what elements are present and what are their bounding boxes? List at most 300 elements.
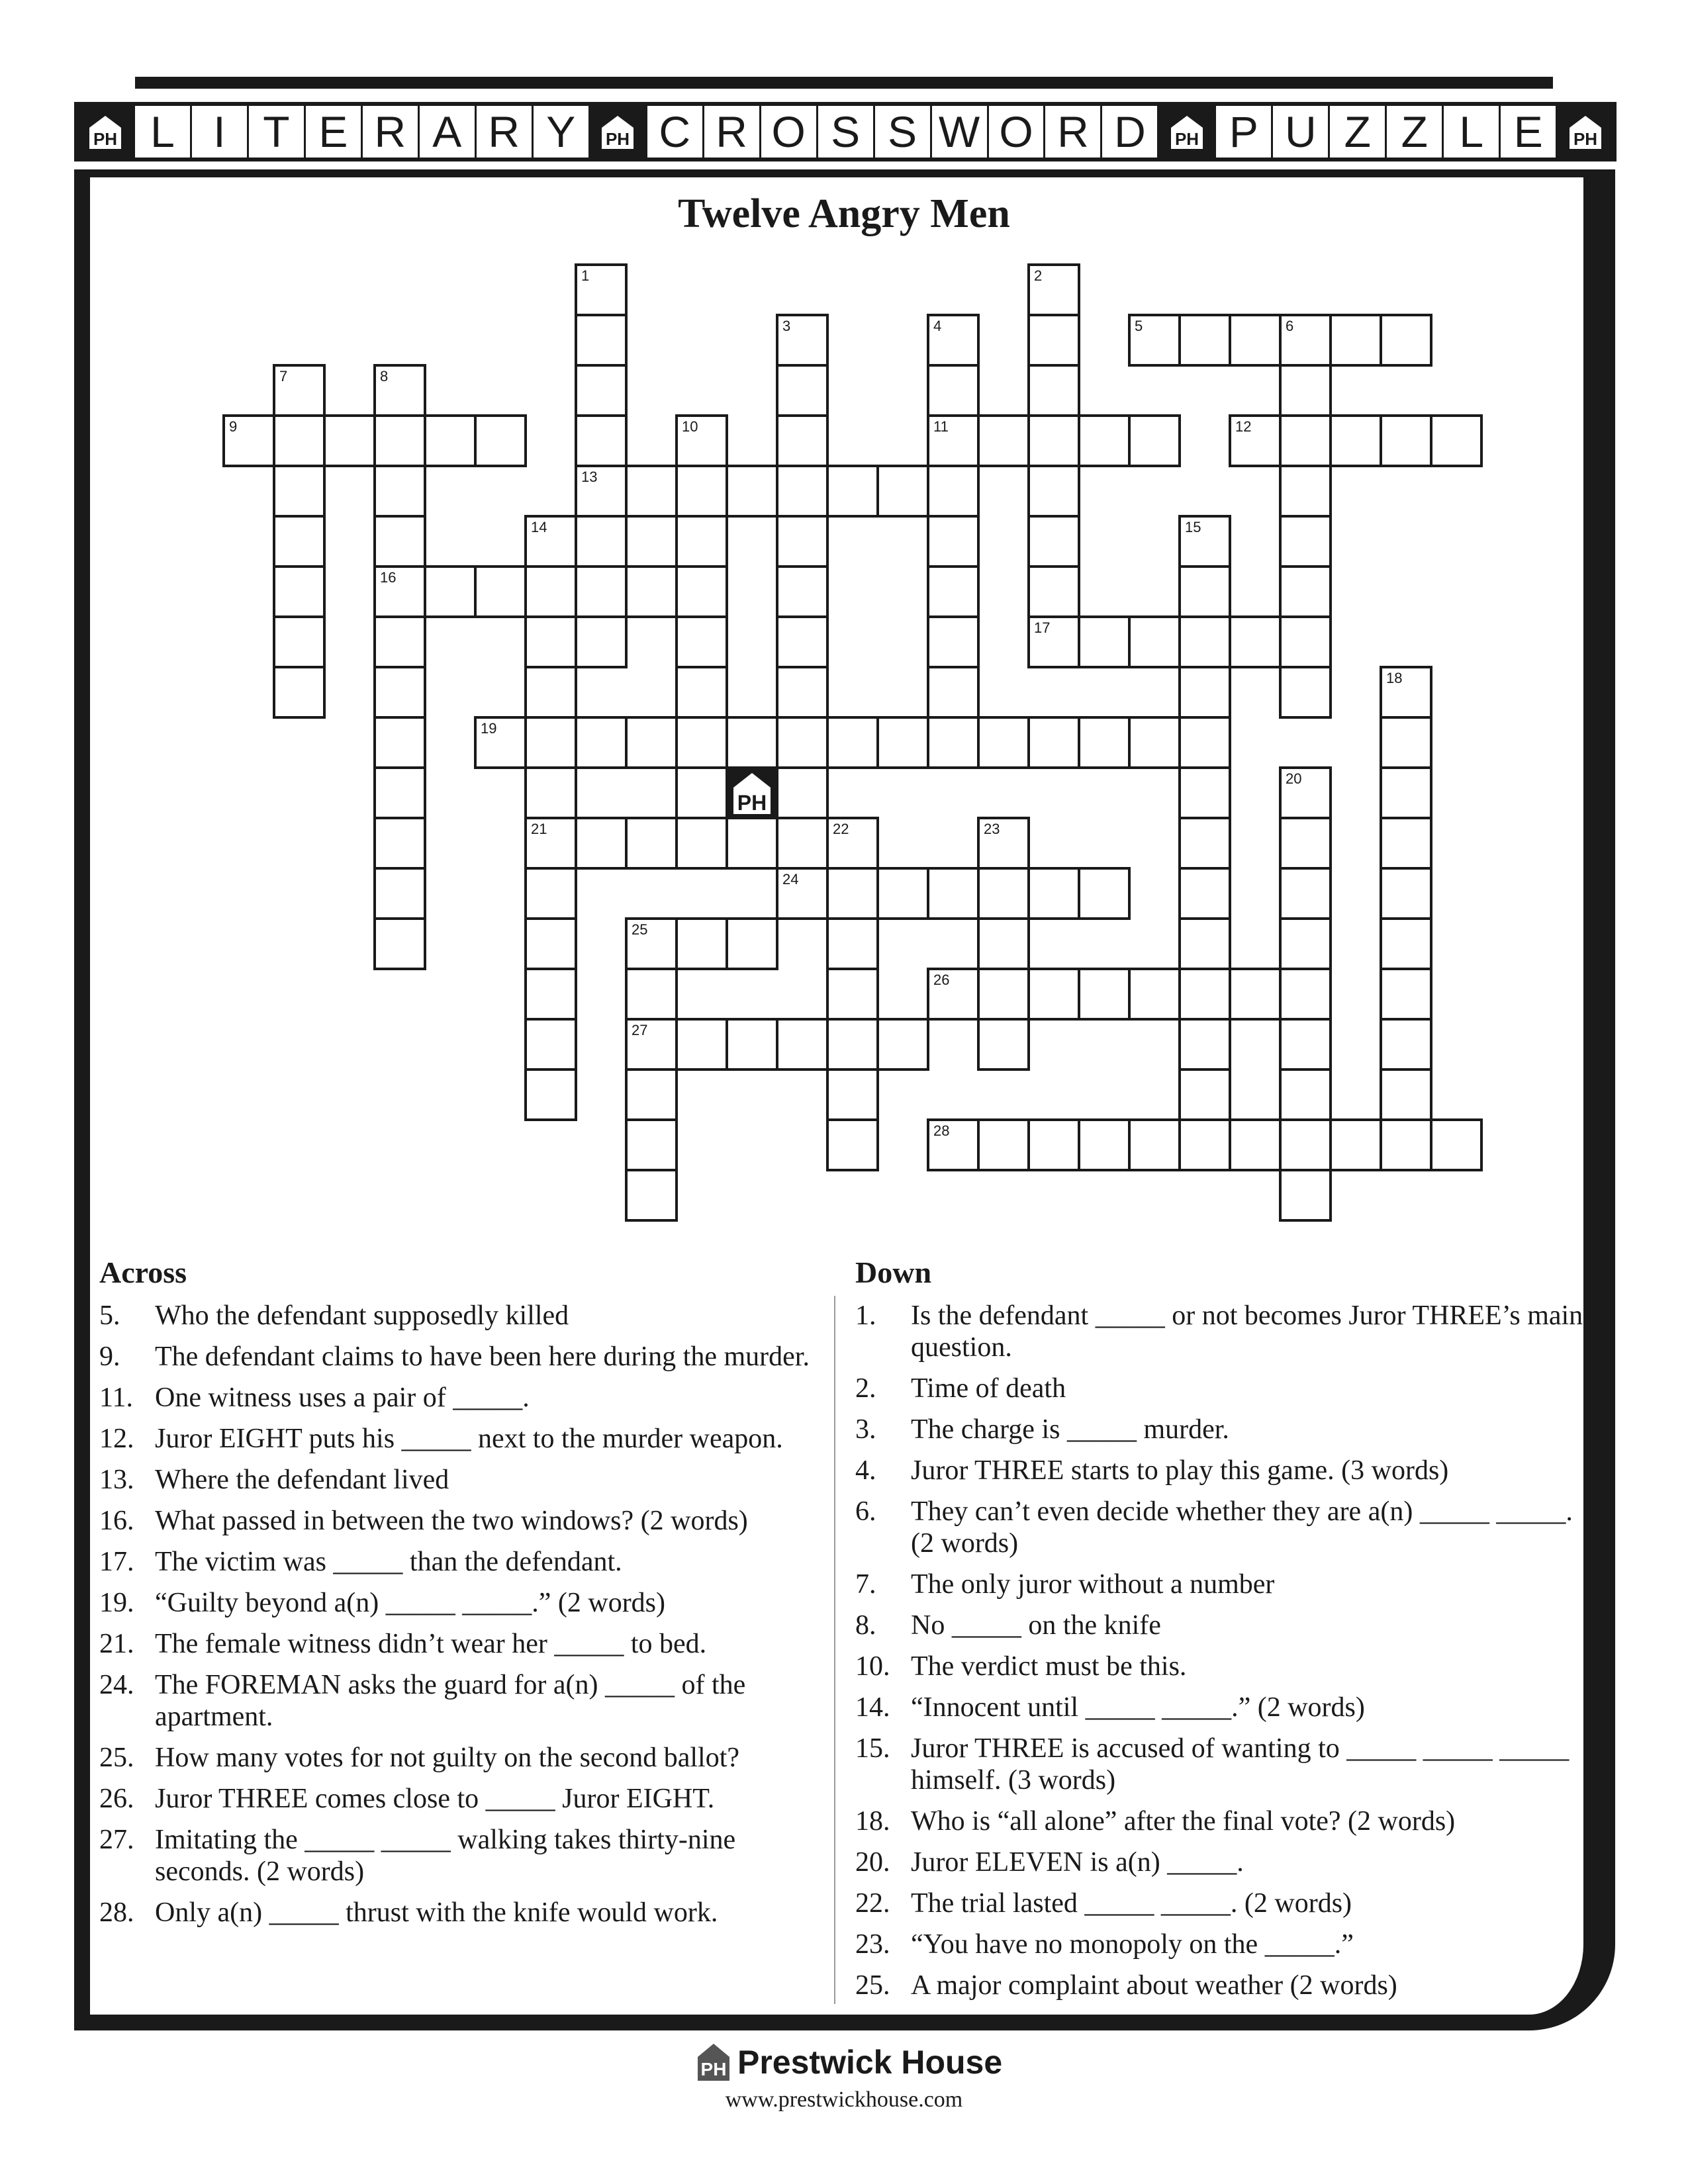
grid-cell[interactable] — [1280, 466, 1331, 516]
grid-cell[interactable] — [727, 466, 777, 516]
clue-text: “You have no monopoly on the _____.” — [911, 1929, 1354, 1960]
clue-text: The only juror without a number — [911, 1569, 1275, 1600]
grid-cell[interactable] — [526, 969, 576, 1019]
banner-letter: L — [133, 106, 190, 158]
grid-cell[interactable] — [576, 365, 626, 416]
clue-text: Who is “all alone” after the final vote? (2 words) — [911, 1806, 1456, 1837]
grid-cell[interactable] — [1381, 1019, 1431, 1069]
grid-cell[interactable] — [1180, 1069, 1230, 1120]
grid-cell[interactable] — [1029, 315, 1079, 365]
grid-cell[interactable] — [1029, 567, 1079, 617]
banner-letter: Y — [532, 106, 588, 158]
grid-cell[interactable] — [1029, 516, 1079, 567]
grid-cell[interactable] — [526, 667, 576, 717]
grid-cell[interactable] — [274, 516, 324, 567]
grid-cell[interactable] — [475, 416, 526, 466]
clue-number: 28. — [99, 1897, 134, 1928]
clue-text: Juror THREE starts to play this game. (3 words) — [911, 1455, 1449, 1486]
grid-cell[interactable] — [1331, 315, 1381, 365]
grid-cell[interactable] — [1180, 1120, 1230, 1170]
clue-number: 5. — [99, 1300, 120, 1331]
clue-number: 27. — [99, 1825, 134, 1855]
clue-text: The victim was _____ than the defendant. — [155, 1547, 622, 1577]
grid-cell[interactable] — [1180, 818, 1230, 868]
cell-number: 24 — [782, 871, 799, 887]
puzzle-title: Twelve Angry Men — [678, 191, 1010, 236]
grid-cell[interactable] — [1129, 1120, 1180, 1170]
down-clue — [855, 1970, 1583, 2001]
across-clue — [99, 1742, 814, 1774]
grid-cell[interactable] — [425, 416, 475, 466]
grid-cell[interactable] — [978, 969, 1029, 1019]
clue-text: No _____ on the knife — [911, 1610, 1161, 1641]
grid-cell[interactable] — [1180, 617, 1230, 667]
footer-brand: Prestwick House — [737, 2044, 1003, 2081]
cell-number: 7 — [279, 368, 288, 385]
grid-cell[interactable] — [928, 667, 978, 717]
banner-letter: U — [1271, 106, 1328, 158]
grid-cell[interactable] — [777, 416, 827, 466]
grid-cell[interactable] — [626, 567, 677, 617]
clue-number: 19. — [99, 1588, 134, 1618]
clue-text: Is the defendant _____ or not becomes Juror THREE’s main question. — [911, 1300, 1583, 1363]
clue-text: The verdict must be this. — [911, 1651, 1187, 1682]
grid-cell[interactable] — [677, 466, 727, 516]
banner-letter: A — [418, 106, 475, 158]
grid-cell[interactable] — [878, 1019, 928, 1069]
grid-cell[interactable] — [526, 1069, 576, 1120]
grid-cell[interactable] — [827, 1120, 878, 1170]
grid-cell[interactable] — [677, 1019, 727, 1069]
grid-cell[interactable] — [928, 717, 978, 768]
cell-number: 13 — [581, 469, 598, 485]
clue-text: Juror THREE is accused of wanting to _____ _____ _____ himself. (3 words) — [911, 1733, 1570, 1796]
grid-cell[interactable] — [526, 567, 576, 617]
grid-cell[interactable] — [1079, 617, 1129, 667]
grid-cell[interactable] — [1230, 315, 1280, 365]
grid-cell[interactable] — [727, 717, 777, 768]
down-clue — [855, 1300, 1583, 1363]
banner-letter: O — [759, 106, 816, 158]
clue-number: 23. — [855, 1929, 890, 1960]
grid-cell[interactable] — [576, 617, 626, 667]
grid-cell[interactable] — [526, 868, 576, 919]
grid-cell[interactable] — [1029, 416, 1079, 466]
down-clue — [855, 1496, 1583, 1559]
grid-cell[interactable] — [928, 567, 978, 617]
grid-cell[interactable] — [827, 868, 878, 919]
down-clue — [855, 1805, 1583, 1837]
cell-number: 12 — [1235, 418, 1252, 435]
grid-cell[interactable] — [727, 818, 777, 868]
grid-cell[interactable] — [1280, 919, 1331, 969]
grid-cell[interactable] — [1381, 717, 1431, 768]
cell-number: 20 — [1286, 770, 1302, 787]
cell-number: 2 — [1034, 267, 1043, 284]
across-clue — [99, 1423, 814, 1455]
cell-number: 17 — [1034, 619, 1051, 636]
grid-cell[interactable] — [526, 919, 576, 969]
down-clue — [855, 1733, 1583, 1796]
grid-cell[interactable] — [1129, 717, 1180, 768]
clue-number: 14. — [855, 1692, 890, 1723]
cell-number: 11 — [933, 418, 949, 435]
banner-letter: S — [816, 106, 873, 158]
grid-cell[interactable] — [827, 1019, 878, 1069]
cell-number: 14 — [531, 519, 547, 535]
clue-text: Only a(n) _____ thrust with the knife would work. — [155, 1897, 718, 1928]
grid-cell[interactable] — [1029, 717, 1079, 768]
grid-cell[interactable] — [1280, 969, 1331, 1019]
clue-number: 9. — [99, 1342, 120, 1372]
clue-number: 13. — [99, 1465, 134, 1495]
grid-cell[interactable] — [1280, 416, 1331, 466]
grid-cell[interactable] — [1029, 466, 1079, 516]
across-clue — [99, 1505, 814, 1537]
cell-number: 16 — [380, 569, 397, 586]
clue-number: 25. — [99, 1743, 134, 1773]
cell-number: 5 — [1135, 318, 1143, 334]
grid-cell[interactable] — [1129, 617, 1180, 667]
banner-letter: D — [1100, 106, 1157, 158]
grid-cell[interactable] — [1381, 868, 1431, 919]
grid-cell[interactable] — [274, 416, 324, 466]
cell-number: 1 — [581, 267, 590, 284]
grid-cell[interactable] — [1180, 717, 1230, 768]
grid-cell[interactable] — [827, 717, 878, 768]
clue-text: One witness uses a pair of _____. — [155, 1383, 530, 1413]
grid-cell[interactable] — [576, 416, 626, 466]
grid-cell[interactable] — [928, 868, 978, 919]
clue-text: Juror ELEVEN is a(n) _____. — [911, 1847, 1244, 1878]
grid-cell[interactable] — [1180, 1019, 1230, 1069]
cell-number: 8 — [380, 368, 389, 385]
grid-cell[interactable] — [827, 919, 878, 969]
clue-number: 11. — [99, 1383, 133, 1413]
grid-cell[interactable] — [375, 516, 425, 567]
grid-cell[interactable] — [1029, 868, 1079, 919]
across-clue — [99, 1341, 814, 1373]
grid-cell[interactable] — [375, 868, 425, 919]
cell-number: 6 — [1286, 318, 1294, 334]
cell-number: 18 — [1386, 670, 1403, 686]
grid-cell[interactable] — [375, 768, 425, 818]
clue-number: 18. — [855, 1806, 890, 1837]
clue-number: 15. — [855, 1733, 890, 1764]
svg-text:PH: PH — [700, 2059, 727, 2079]
grid-cell[interactable] — [1381, 969, 1431, 1019]
grid-cell[interactable] — [526, 1019, 576, 1069]
down-heading: Down — [855, 1255, 932, 1289]
cell-number: 9 — [229, 418, 238, 435]
footer-url[interactable]: www.prestwickhouse.com — [725, 2087, 963, 2112]
across-clue-list — [99, 1300, 814, 1938]
across-clue — [99, 1300, 814, 1332]
clue-text: What passed in between the two windows? (2 words) — [155, 1506, 748, 1536]
clue-text: Juror THREE comes close to _____ Juror EIGHT. — [155, 1784, 715, 1814]
grid-cell[interactable] — [626, 1120, 677, 1170]
grid-cell[interactable] — [576, 315, 626, 365]
grid-cell[interactable] — [1381, 768, 1431, 818]
grid-cell[interactable] — [978, 1120, 1029, 1170]
clue-number: 16. — [99, 1506, 134, 1536]
clue-number: 7. — [855, 1569, 876, 1600]
grid-cell[interactable] — [1381, 416, 1431, 466]
grid-cell[interactable] — [375, 667, 425, 717]
cell-number: 3 — [782, 318, 791, 334]
grid-cell[interactable] — [1381, 919, 1431, 969]
clue-text: A major complaint about weather (2 words) — [911, 1970, 1397, 2001]
down-clue — [855, 1888, 1583, 1919]
grid-cell[interactable] — [777, 768, 827, 818]
grid-cell[interactable] — [777, 466, 827, 516]
down-clue — [855, 1929, 1583, 1960]
grid-cell[interactable] — [827, 466, 878, 516]
grid-cell[interactable] — [626, 1069, 677, 1120]
grid-cell[interactable] — [1280, 868, 1331, 919]
grid-cell[interactable] — [375, 717, 425, 768]
grid-cell[interactable] — [425, 567, 475, 617]
down-clue — [855, 1846, 1583, 1878]
clue-text: How many votes for not guilty on the second ballot? — [155, 1743, 740, 1773]
grid-cell[interactable] — [1331, 416, 1381, 466]
grid-cell[interactable] — [1230, 969, 1280, 1019]
grid-cell[interactable] — [1180, 868, 1230, 919]
grid-cell[interactable] — [777, 516, 827, 567]
cell-number: 10 — [682, 418, 698, 435]
svg-text:PH: PH — [93, 129, 118, 149]
grid-cell[interactable] — [526, 768, 576, 818]
grid-cell[interactable] — [777, 818, 827, 868]
clue-number: 25. — [855, 1970, 890, 2001]
grid-cell[interactable] — [1029, 1120, 1079, 1170]
grid-cell[interactable] — [626, 818, 677, 868]
grid-cell[interactable] — [375, 466, 425, 516]
clue-number: 1. — [855, 1300, 876, 1331]
grid-cell[interactable] — [274, 667, 324, 717]
grid-cell[interactable] — [978, 919, 1029, 969]
grid-cell[interactable] — [1079, 969, 1129, 1019]
grid-cell[interactable] — [1180, 667, 1230, 717]
svg-text:PH: PH — [606, 129, 630, 149]
grid-cell[interactable] — [1280, 1120, 1331, 1170]
grid-cell[interactable] — [827, 969, 878, 1019]
svg-text:PH: PH — [1573, 129, 1597, 149]
grid-cell[interactable] — [1431, 1120, 1481, 1170]
grid-cell[interactable] — [375, 416, 425, 466]
grid-cell[interactable] — [1180, 315, 1230, 365]
grid-cell[interactable] — [626, 969, 677, 1019]
grid-cell[interactable] — [375, 617, 425, 667]
grid-cell[interactable] — [526, 717, 576, 768]
grid-cell[interactable] — [727, 919, 777, 969]
grid-cell[interactable] — [1280, 667, 1331, 717]
grid-cell[interactable] — [1280, 617, 1331, 667]
banner-letter: S — [873, 106, 930, 158]
grid-cell[interactable] — [576, 818, 626, 868]
banner-letter: R — [1043, 106, 1100, 158]
house-logo-icon — [695, 2042, 732, 2082]
grid-cell[interactable] — [677, 768, 727, 818]
clue-text: Juror EIGHT puts his _____ next to the murder weapon. — [155, 1424, 783, 1454]
down-clue — [855, 1651, 1583, 1682]
grid-cell[interactable] — [375, 818, 425, 868]
across-clue — [99, 1783, 814, 1815]
banner-letter: W — [930, 106, 987, 158]
grid-cell[interactable] — [626, 717, 677, 768]
clue-number: 17. — [99, 1547, 134, 1577]
grid-cell[interactable] — [1280, 1019, 1331, 1069]
across-clue — [99, 1464, 814, 1496]
across-clue — [99, 1382, 814, 1414]
cell-number: 23 — [984, 821, 1000, 837]
grid-cell[interactable] — [1280, 365, 1331, 416]
grid-cell[interactable] — [1029, 365, 1079, 416]
grid-cell[interactable] — [1230, 1120, 1280, 1170]
grid-cell[interactable] — [1280, 1170, 1331, 1220]
clue-text: “Guilty beyond a(n) _____ _____.” (2 words) — [155, 1588, 666, 1618]
down-clue-list — [855, 1300, 1583, 2011]
grid-cell[interactable] — [1129, 969, 1180, 1019]
grid-cell[interactable] — [777, 717, 827, 768]
clue-number: 22. — [855, 1888, 890, 1919]
grid-cell[interactable] — [1230, 617, 1280, 667]
banner-letter: L — [1442, 106, 1499, 158]
grid-cell[interactable] — [978, 717, 1029, 768]
banner-letter: Z — [1328, 106, 1385, 158]
grid-cell[interactable] — [626, 1170, 677, 1220]
grid-cell[interactable] — [677, 516, 727, 567]
grid-logo-icon — [727, 768, 777, 818]
grid-cell[interactable] — [1381, 1120, 1431, 1170]
grid-cell[interactable] — [978, 868, 1029, 919]
clue-text: The defendant claims to have been here during the murder. — [155, 1342, 810, 1372]
grid-cell[interactable] — [274, 466, 324, 516]
clue-text: The FOREMAN asks the guard for a(n) _____ of the apartment. — [155, 1670, 746, 1732]
grid-cell[interactable] — [878, 868, 928, 919]
grid-cell[interactable] — [274, 617, 324, 667]
clue-number: 10. — [855, 1651, 890, 1682]
grid-cell[interactable] — [677, 667, 727, 717]
grid-cell[interactable] — [928, 466, 978, 516]
cell-number: 28 — [933, 1122, 950, 1139]
clue-number: 8. — [855, 1610, 876, 1641]
grid-cell[interactable] — [928, 617, 978, 667]
clue-number: 6. — [855, 1496, 876, 1527]
grid-cell[interactable] — [526, 617, 576, 667]
grid-cell[interactable] — [677, 818, 727, 868]
grid-cell[interactable] — [375, 919, 425, 969]
grid-cell[interactable] — [1180, 567, 1230, 617]
clue-text: “Innocent until _____ _____.” (2 words) — [911, 1692, 1365, 1723]
grid-cell[interactable] — [1079, 416, 1129, 466]
clue-text: They can’t even decide whether they are a(n) _____ _____. (2 words) — [911, 1496, 1573, 1559]
grid-cell[interactable] — [626, 466, 677, 516]
banner-letter: R — [702, 106, 759, 158]
grid-cell[interactable] — [677, 919, 727, 969]
down-clue — [855, 1414, 1583, 1445]
banner-letter: E — [304, 106, 361, 158]
banner-letter: P — [1214, 106, 1271, 158]
grid-cell[interactable] — [978, 416, 1029, 466]
cell-number: 22 — [833, 821, 849, 837]
grid-cell[interactable] — [576, 717, 626, 768]
grid-cell[interactable] — [1431, 416, 1481, 466]
across-clue — [99, 1824, 814, 1888]
clue-number: 20. — [855, 1847, 890, 1878]
grid-cell[interactable] — [576, 567, 626, 617]
clue-number: 21. — [99, 1629, 134, 1659]
grid-cell[interactable] — [1029, 969, 1079, 1019]
down-clue — [855, 1692, 1583, 1723]
grid-cell[interactable] — [928, 365, 978, 416]
grid-cell[interactable] — [1280, 567, 1331, 617]
grid-cell[interactable] — [777, 617, 827, 667]
grid-cell[interactable] — [1280, 1069, 1331, 1120]
clue-text: Where the defendant lived — [155, 1465, 449, 1495]
cell-number: 21 — [531, 821, 547, 837]
grid-cell[interactable] — [1079, 868, 1129, 919]
grid-cell[interactable] — [1280, 516, 1331, 567]
grid-cell[interactable] — [928, 516, 978, 567]
grid-cell[interactable] — [576, 516, 626, 567]
grid-cell[interactable] — [677, 617, 727, 667]
grid-cell[interactable] — [978, 1019, 1029, 1069]
cell-number: 27 — [632, 1022, 648, 1038]
grid-cell[interactable] — [1180, 969, 1230, 1019]
grid-cell[interactable] — [1280, 818, 1331, 868]
clue-text: The charge is _____ murder. — [911, 1414, 1229, 1445]
grid-cell[interactable] — [677, 717, 727, 768]
grid-cell[interactable] — [827, 1069, 878, 1120]
clue-number: 2. — [855, 1373, 876, 1404]
grid-cell[interactable] — [777, 1019, 827, 1069]
grid-cell[interactable] — [777, 567, 827, 617]
banner-letter: O — [987, 106, 1044, 158]
across-clue — [99, 1669, 814, 1733]
svg-text:PH: PH — [1174, 129, 1199, 149]
grid-cell[interactable] — [777, 667, 827, 717]
grid-cell[interactable] — [878, 717, 928, 768]
grid-cell[interactable] — [1381, 818, 1431, 868]
grid-cell[interactable] — [727, 1019, 777, 1069]
clue-text: The female witness didn’t wear her _____ to bed. — [155, 1629, 707, 1659]
column-divider — [834, 1296, 835, 2004]
grid-cell[interactable] — [1381, 1069, 1431, 1120]
grid-cell[interactable] — [475, 567, 526, 617]
grid-cell[interactable] — [1381, 315, 1431, 365]
banner-letter: C — [645, 106, 702, 158]
grid-cell[interactable] — [1079, 717, 1129, 768]
grid-cell[interactable] — [324, 416, 375, 466]
banner-letter: I — [190, 106, 247, 158]
across-clue — [99, 1546, 814, 1578]
grid-cell[interactable] — [878, 466, 928, 516]
clue-text: Imitating the _____ _____ walking takes thirty-nine seconds. (2 words) — [155, 1825, 736, 1887]
svg-text:PH: PH — [737, 791, 767, 815]
grid-cell[interactable] — [1129, 416, 1180, 466]
grid-cell[interactable] — [274, 567, 324, 617]
banner-letter: R — [361, 106, 418, 158]
grid-cell[interactable] — [1331, 1120, 1381, 1170]
banner-letter: E — [1499, 106, 1556, 158]
grid-cell[interactable] — [1079, 1120, 1129, 1170]
across-clue — [99, 1628, 814, 1660]
grid-cell[interactable] — [1180, 768, 1230, 818]
grid-cell[interactable] — [777, 365, 827, 416]
grid-cell[interactable] — [1180, 919, 1230, 969]
grid-cell[interactable] — [677, 567, 727, 617]
